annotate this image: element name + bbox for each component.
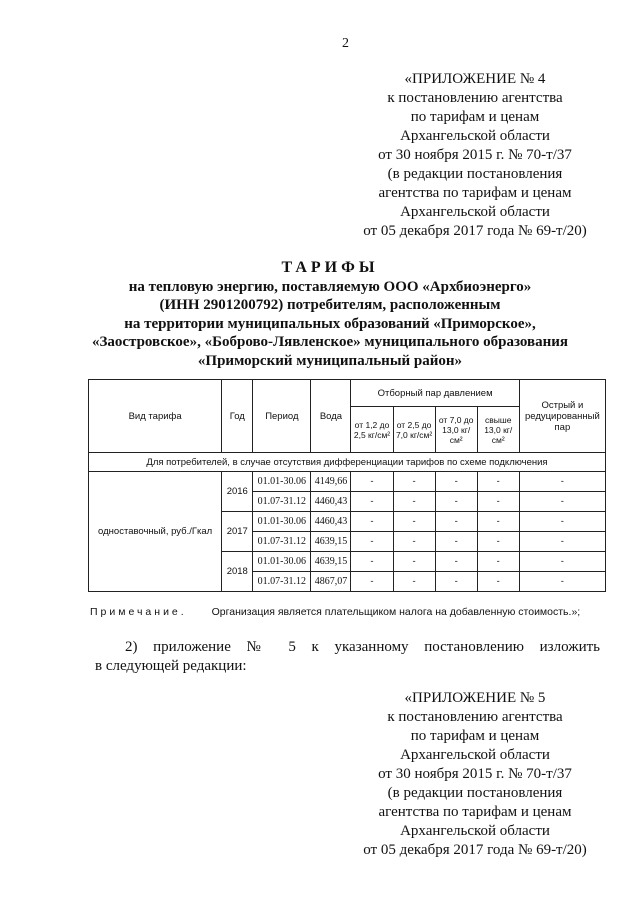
- appendix-5-header: [340, 689, 610, 860]
- appendix-line: Архангельской области: [400, 747, 550, 763]
- appendix-line: от 05 декабря 2017 года № 69-т/20): [363, 842, 587, 858]
- dash-cell: -: [393, 472, 435, 492]
- water-cell: 4460,43: [311, 492, 351, 512]
- header-steam-col: свыше 13,0 кг/см²: [477, 407, 519, 453]
- appendix-line: от 30 ноября 2015 г. № 70-т/37: [378, 147, 572, 163]
- period-cell: 01.07-31.12: [253, 532, 311, 552]
- header-year: Год: [222, 380, 253, 453]
- year-cell: 2016: [222, 472, 253, 512]
- note-text: Организация является плательщиком налога на добавленную стоимость.»;: [211, 606, 581, 618]
- dash-cell: -: [393, 552, 435, 572]
- appendix-line: к постановлению агентства: [387, 90, 563, 106]
- page-number: 2: [342, 36, 349, 51]
- appendix-4-header: [340, 70, 610, 241]
- title-line: на территории муниципальных образований «Приморское»,: [124, 315, 536, 332]
- appendix-line: Архангельской области: [400, 204, 550, 220]
- dash-cell: -: [393, 532, 435, 552]
- title-heading: ТАРИФЫ: [281, 259, 379, 276]
- water-cell: 4867,07: [311, 572, 351, 592]
- dash-cell: -: [477, 552, 519, 572]
- header-steam-col: от 7,0 до 13,0 кг/см²: [435, 407, 477, 453]
- paragraph-line: в следующей редакции:: [95, 658, 247, 674]
- dash-cell: -: [435, 572, 477, 592]
- tariff-type-cell: одноставочный, руб./Гкал: [89, 472, 222, 592]
- dash-cell: -: [393, 492, 435, 512]
- title-line: «Приморский муниципальный район»: [197, 352, 463, 369]
- appendix-line: «ПРИЛОЖЕНИЕ № 5: [404, 690, 546, 706]
- dash-cell: -: [477, 532, 519, 552]
- appendix-line: от 05 декабря 2017 года № 69-т/20): [363, 223, 587, 239]
- header-steam: Отборный пар давлением: [351, 380, 519, 407]
- document-title: [60, 259, 600, 370]
- dash-cell: -: [519, 552, 605, 572]
- water-cell: 4639,15: [311, 532, 351, 552]
- dash-cell: -: [519, 492, 605, 512]
- period-cell: 01.01-30.06: [253, 512, 311, 532]
- header-steam-col: от 1,2 до 2,5 кг/см²: [351, 407, 393, 453]
- tariff-table: [88, 379, 606, 592]
- appendix-line: «ПРИЛОЖЕНИЕ № 4: [404, 71, 546, 87]
- water-cell: 4639,15: [311, 552, 351, 572]
- appendix-line: к постановлению агентства: [387, 709, 563, 725]
- dash-cell: -: [435, 552, 477, 572]
- dash-cell: -: [519, 532, 605, 552]
- period-cell: 01.01-30.06: [253, 472, 311, 492]
- dash-cell: -: [477, 572, 519, 592]
- appendix-line: агентства по тарифам и ценам: [378, 804, 572, 820]
- appendix-line: по тарифам и ценам: [410, 109, 540, 125]
- dash-cell: -: [477, 472, 519, 492]
- dash-cell: -: [351, 532, 393, 552]
- header-steam-col: от 2,5 до 7,0 кг/см²: [393, 407, 435, 453]
- water-cell: 4149,66: [311, 472, 351, 492]
- dash-cell: -: [351, 552, 393, 572]
- header-tariff-type: Вид тарифа: [89, 380, 222, 453]
- paragraph-line: 2) приложение № 5 к указанному постановлению изложить: [125, 639, 600, 655]
- dash-cell: -: [477, 492, 519, 512]
- dash-cell: -: [435, 532, 477, 552]
- title-line: «Заостровское», «Боброво-Лявленское» муниципального образования: [91, 334, 569, 350]
- header-period: Период: [253, 380, 311, 453]
- dash-cell: -: [393, 572, 435, 592]
- appendix-line: (в редакции постановления: [387, 166, 563, 182]
- dash-cell: -: [351, 472, 393, 492]
- period-cell: 01.07-31.12: [253, 572, 311, 592]
- header-acute-steam: Острый и редуцированный пар: [519, 380, 605, 453]
- appendix-line: от 30 ноября 2015 г. № 70-т/37: [378, 766, 572, 782]
- dash-cell: -: [477, 512, 519, 532]
- dash-cell: -: [519, 572, 605, 592]
- dash-cell: -: [351, 572, 393, 592]
- dash-cell: -: [393, 512, 435, 532]
- year-cell: 2017: [222, 512, 253, 552]
- note-label: Примечание.: [90, 606, 187, 618]
- appendix-line: Архангельской области: [400, 823, 550, 839]
- title-line: (ИНН 2901200792) потребителям, расположенным: [159, 297, 501, 313]
- appendix-line: по тарифам и ценам: [410, 728, 540, 744]
- dash-cell: -: [351, 492, 393, 512]
- year-cell: 2018: [222, 552, 253, 592]
- period-cell: 01.07-31.12: [253, 492, 311, 512]
- section-row: Для потребителей, в случае отсутствия дифференциации тарифов по схеме подключения: [89, 453, 606, 472]
- header-water: Вода: [311, 380, 351, 453]
- period-cell: 01.01-30.06: [253, 552, 311, 572]
- table-note: [90, 606, 580, 618]
- appendix-line: (в редакции постановления: [387, 785, 563, 801]
- dash-cell: -: [435, 492, 477, 512]
- amendment-paragraph: [95, 638, 600, 676]
- appendix-line: агентства по тарифам и ценам: [378, 185, 572, 201]
- dash-cell: -: [435, 512, 477, 532]
- dash-cell: -: [435, 472, 477, 492]
- appendix-line: Архангельской области: [400, 128, 550, 144]
- dash-cell: -: [519, 512, 605, 532]
- water-cell: 4460,43: [311, 512, 351, 532]
- title-line: на тепловую энергию, поставляемую ООО «Архбиоэнерго»: [128, 278, 532, 295]
- dash-cell: -: [351, 512, 393, 532]
- dash-cell: -: [519, 472, 605, 492]
